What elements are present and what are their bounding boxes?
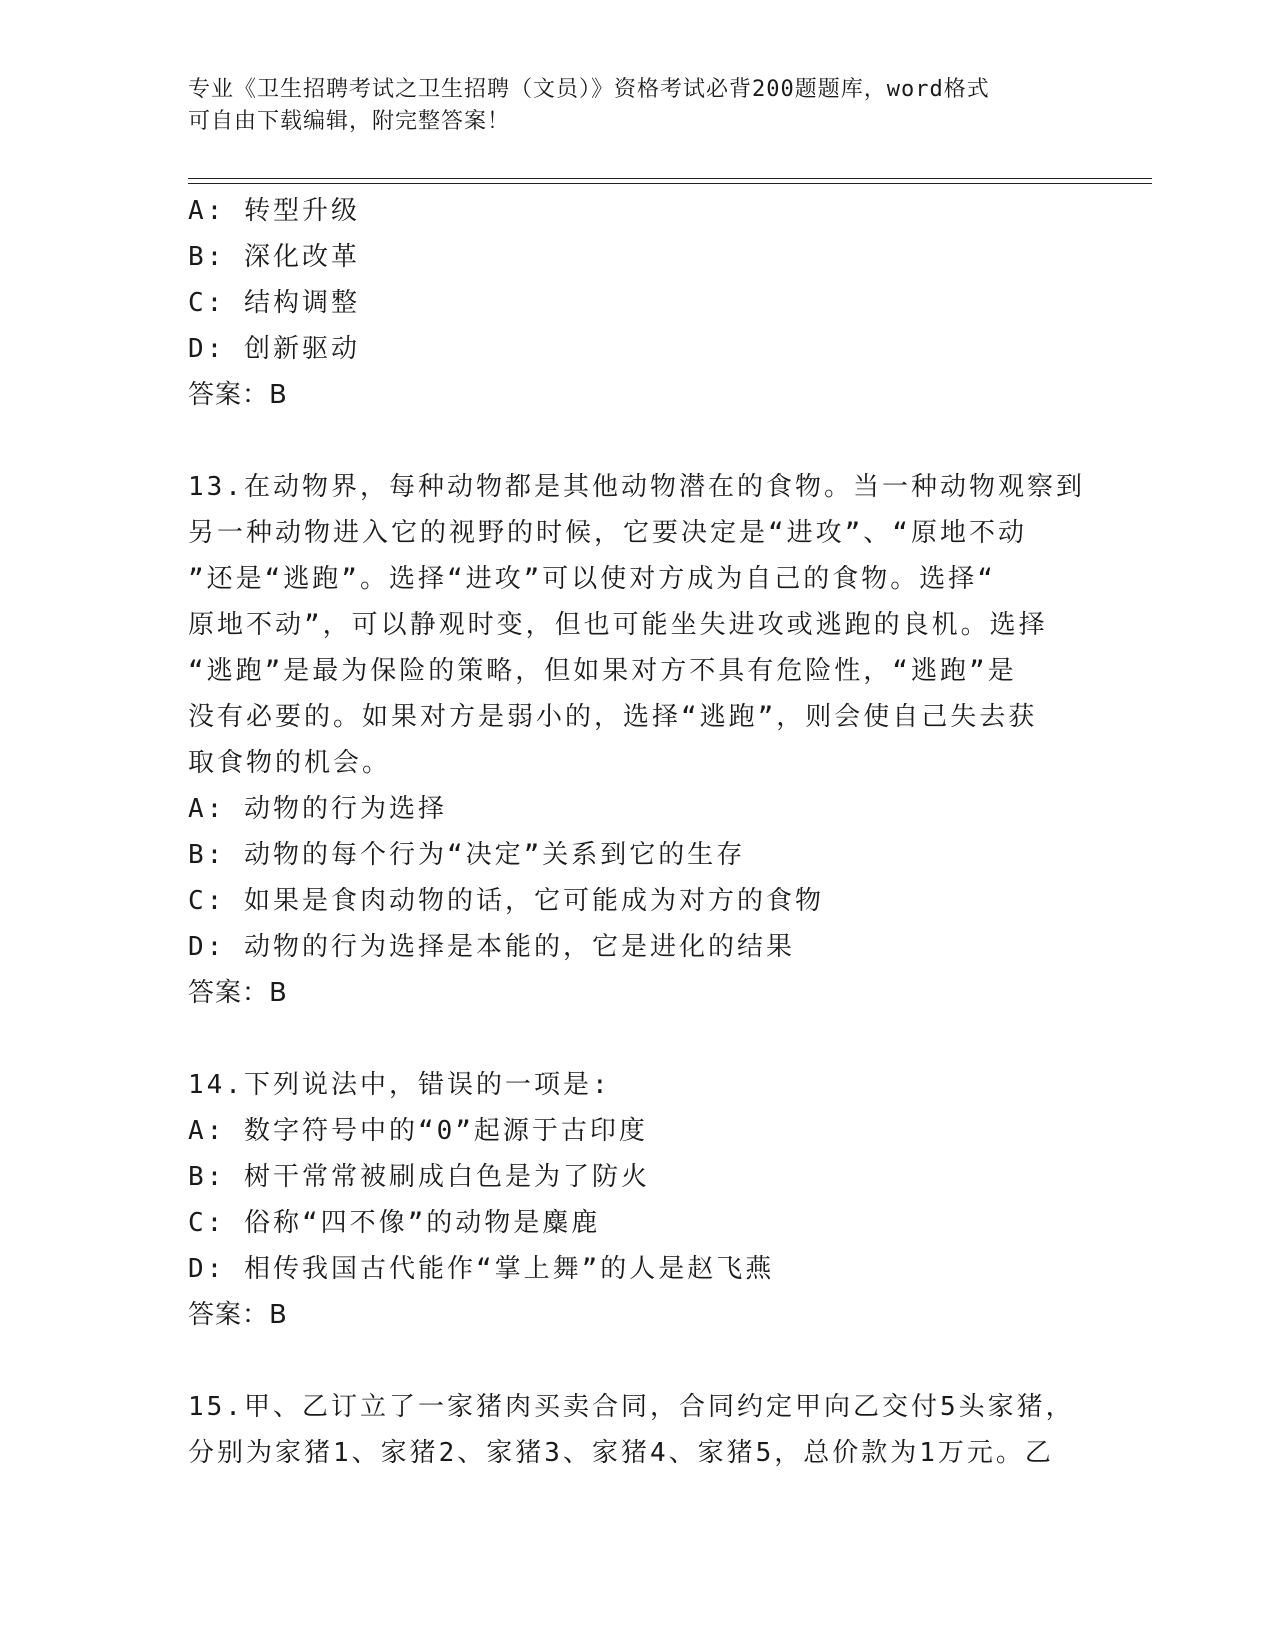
spacer	[188, 418, 1088, 464]
question-12	[188, 188, 1088, 418]
answer: 答案：B	[188, 380, 288, 410]
question-stem: 14.下列说法中，错误的一项是:	[188, 1070, 611, 1100]
option-a: A: 数字符号中的“0”起源于古印度	[188, 1116, 648, 1146]
document-header	[188, 74, 1088, 138]
spacer	[188, 1338, 1088, 1384]
option-c: C: 结构调整	[188, 288, 360, 318]
stem-line: ”还是“逃跑”。选择“进攻”可以使对方成为自己的食物。选择“	[188, 564, 996, 594]
stem-line: 15.甲、乙订立了一家猪肉买卖合同，合同约定甲向乙交付5头家猪，	[188, 1392, 1075, 1422]
option-c: C: 如果是食肉动物的话，它可能成为对方的食物	[188, 886, 824, 916]
header-title-line-1: 专业《卫生招聘考试之卫生招聘（文员）》资格考试必背200题题库，word格式	[188, 77, 990, 102]
header-title-line-2: 可自由下载编辑，附完整答案！	[188, 109, 511, 134]
stem-line: “逃跑”是最为保险的策略，但如果对方不具有危险性，“逃跑”是	[188, 656, 1017, 686]
stem-line: 取食物的机会。	[188, 748, 392, 778]
stem-line: 另一种动物进入它的视野的时候，它要决定是“进攻”、“原地不动	[188, 518, 1027, 548]
option-b: B: 动物的每个行为“决定”关系到它的生存	[188, 840, 746, 870]
stem-line: 13.在动物界，每种动物都是其他动物潜在的食物。当一种动物观察到	[188, 472, 1085, 502]
option-d: D: 创新驱动	[188, 334, 360, 364]
question-13	[188, 464, 1088, 1016]
question-stem	[188, 1384, 1078, 1476]
stem-line: 原地不动”，可以静观时变，但也可能坐失进攻或逃跑的良机。选择	[188, 610, 1048, 640]
stem-line: 分别为家猪1、家猪2、家猪3、家猪4、家猪5，总价款为1万元。乙	[188, 1438, 1054, 1468]
option-a: A: 动物的行为选择	[188, 794, 447, 824]
option-c: C: 俗称“四不像”的动物是麋鹿	[188, 1208, 601, 1238]
answer: 答案：B	[188, 978, 288, 1008]
question-15	[188, 1384, 1088, 1476]
question-14	[188, 1062, 1088, 1338]
option-d: D: 动物的行为选择是本能的，它是进化的结果	[188, 932, 795, 962]
document-body	[188, 188, 1088, 1476]
option-b: B: 深化改革	[188, 242, 360, 272]
option-b: B: 树干常常被刷成白色是为了防火	[188, 1162, 650, 1192]
question-stem	[188, 464, 1085, 786]
answer: 答案：B	[188, 1300, 288, 1330]
option-d: D: 相传我国古代能作“掌上舞”的人是赵飞燕	[188, 1254, 775, 1284]
header-divider-top	[188, 178, 1152, 179]
spacer	[188, 1016, 1088, 1062]
stem-line: 没有必要的。如果对方是弱小的，选择“逃跑”，则会使自己失去获	[188, 702, 1038, 732]
header-divider-bottom	[188, 183, 1152, 184]
option-a: A: 转型升级	[188, 196, 360, 226]
